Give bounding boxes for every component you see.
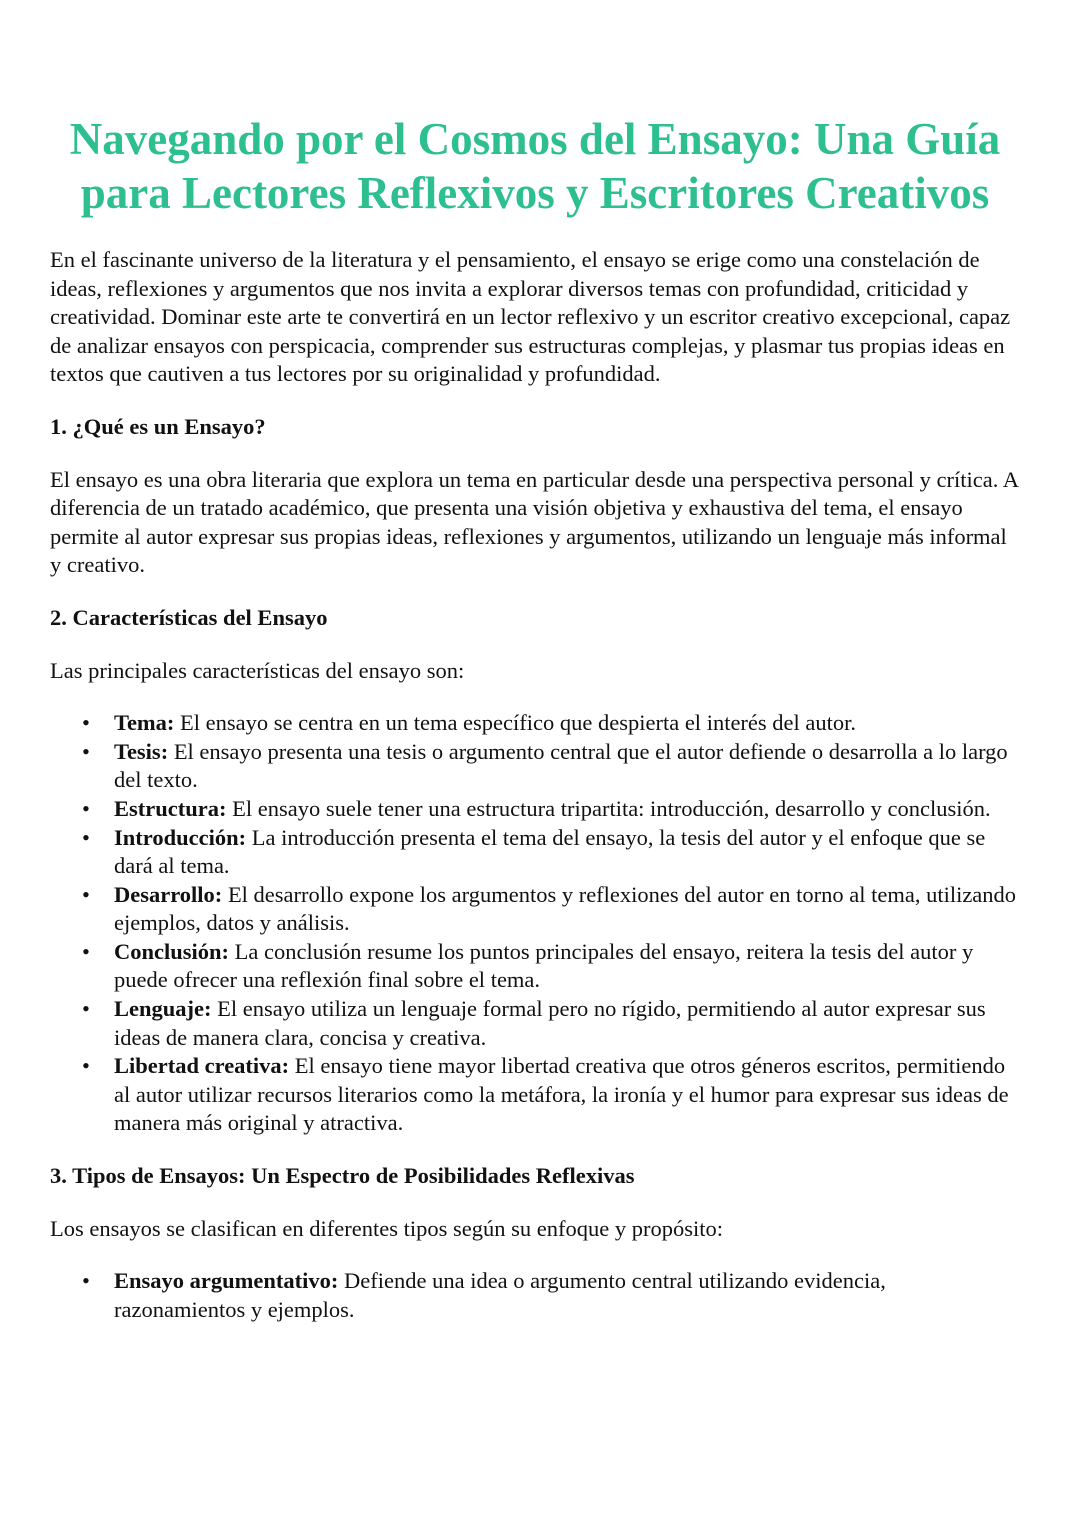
list-item	[50, 1052, 1020, 1138]
list-item-term: Lenguaje:	[114, 996, 212, 1022]
document-title: Navegando por el Cosmos del Ensayo: Una Guía para Lectores Reflexivos y Escritores Creativos	[69, 114, 1001, 218]
list-item-text: Defiende una idea o argumento central utilizando evidencia, razonamientos y ejemplos.	[114, 1268, 886, 1322]
list-item-term: Introducción:	[114, 824, 247, 850]
section-3-heading: 3. Tipos de Ensayos: Un Espectro de Posibilidades Reflexivas	[50, 1163, 635, 1189]
section-2-lead: Las principales características del ensayo son:	[50, 657, 465, 683]
list-item	[50, 795, 1020, 824]
list-item	[50, 995, 1020, 1052]
list-item-text: El desarrollo expone los argumentos y reflexiones del autor en torno al tema, utilizando ejemplos, datos y análisis.	[114, 881, 1017, 936]
intro-paragraph: En el fascinante universo de la literatura y el pensamiento, el ensayo se erige como una constelación de ideas, reflexiones y argumentos que nos invita a explorar diversos temas con profundidad, criticidad y creatividad. Dominar este arte te convertirá en un lector reflexivo y un escritor creativo excepcional, capaz de analizar ensayos con perspicacia, comprender sus estructuras complejas, y plasmar tus propias ideas en textos que cautiven a tus lectores por su originalidad y profundidad.	[50, 247, 1011, 387]
list-item-term: Tesis:	[114, 738, 169, 764]
list-item	[50, 881, 1020, 938]
section-1-heading: 1. ¿Qué es un Ensayo?	[50, 413, 266, 439]
list-item-term: Estructura:	[114, 795, 227, 821]
list-item-term: Libertad creativa:	[114, 1053, 290, 1079]
bullet-icon: •	[82, 795, 90, 821]
bullet-icon: •	[82, 710, 90, 736]
list-item	[50, 709, 1020, 738]
bullet-icon: •	[82, 881, 90, 907]
list-item-text: El ensayo se centra en un tema específico que despierta el interés del autor.	[174, 710, 857, 736]
section-3-lead: Los ensayos se clasifican en diferentes tipos según su enfoque y propósito:	[50, 1215, 723, 1241]
list-item	[50, 738, 1020, 795]
list-item-text: El ensayo presenta una tesis o argumento central que el autor defiende o desarrolla a lo largo del texto.	[114, 738, 1008, 793]
list-item-text: El ensayo tiene mayor libertad creativa que otros géneros escritos, permitiendo al autor utilizar recursos literarios como la metáfora, la ironía y el humor para expresar sus ideas de manera más original y atractiva.	[114, 1053, 1009, 1136]
bullet-icon: •	[82, 996, 90, 1022]
list-item-term: Conclusión:	[114, 938, 230, 964]
list-item	[50, 1267, 1020, 1324]
bullet-icon: •	[82, 938, 90, 964]
section-2-heading: 2. Características del Ensayo	[50, 604, 328, 630]
bullet-icon: •	[82, 1268, 90, 1294]
characteristics-list	[50, 709, 1020, 1138]
essay-types-list	[50, 1267, 1020, 1324]
list-item-text: El ensayo suele tener una estructura tripartita: introducción, desarrollo y conclusión.	[226, 795, 991, 821]
list-item-text: La conclusión resume los puntos principales del ensayo, reitera la tesis del autor y puede ofrecer una reflexión final sobre el tema.	[114, 938, 974, 993]
list-item-term: Tema:	[114, 710, 175, 736]
bullet-icon: •	[82, 824, 90, 850]
list-item-term: Ensayo argumentativo:	[114, 1268, 339, 1294]
list-item	[50, 824, 1020, 881]
bullet-icon: •	[82, 1053, 90, 1079]
bullet-icon: •	[82, 738, 90, 764]
list-item-text: La introducción presenta el tema del ensayo, la tesis del autor y el enfoque que se dará al tema.	[114, 824, 986, 879]
list-item-text: El ensayo utiliza un lenguaje formal pero no rígido, permitiendo al autor expresar sus ideas de manera clara, concisa y creativa.	[114, 996, 986, 1050]
section-1-text: El ensayo es una obra literaria que explora un tema en particular desde una perspectiva personal y crítica. A diferencia de un tratado académico, que presenta una visión objetiva y exhaustiva del tema, el ensayo permite al autor expresar sus propias ideas, reflexiones y argumentos, utilizando un lenguaje más informal y creativo.	[50, 466, 1018, 578]
list-item-term: Desarrollo:	[114, 881, 223, 907]
list-item	[50, 938, 1020, 995]
